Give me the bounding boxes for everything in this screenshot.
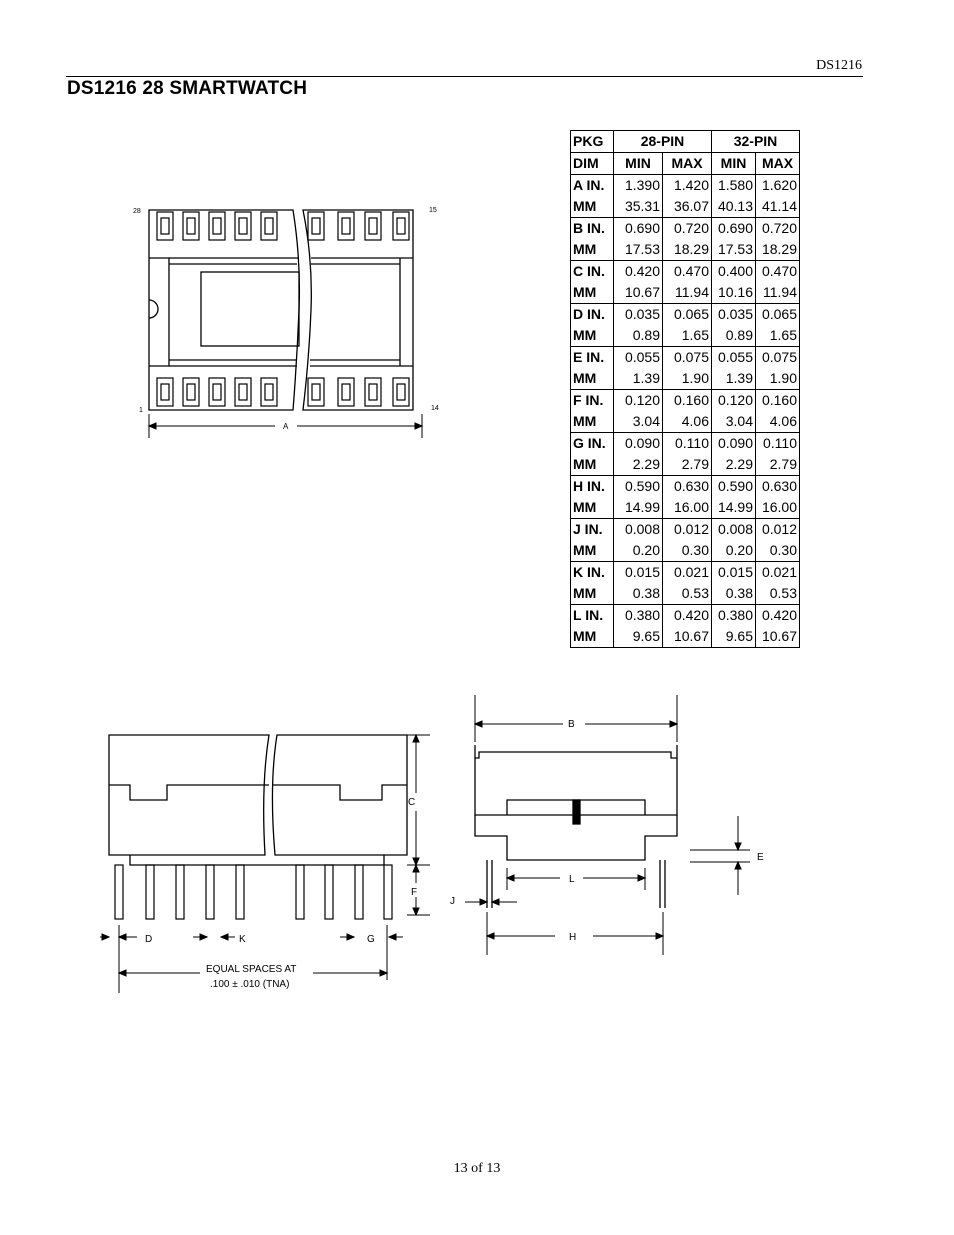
table-cell: 0.075 bbox=[756, 347, 800, 369]
pin-pad-bottom bbox=[157, 378, 173, 406]
table-cell: 1.90 bbox=[663, 368, 712, 390]
table-cell: 0.690 bbox=[614, 218, 663, 240]
pin-pad-bottom bbox=[365, 378, 381, 406]
row-label-mm: MM bbox=[571, 454, 614, 476]
pin-28-label: 28 bbox=[133, 208, 141, 215]
row-label-inches: B IN. bbox=[571, 218, 614, 240]
spacing-note-line-2: .100 ± .010 (TNA) bbox=[210, 979, 290, 990]
table-cell: 10.67 bbox=[663, 626, 712, 648]
pin-pad-inner bbox=[213, 218, 221, 234]
table-cell: 1.90 bbox=[756, 368, 800, 390]
spacing-note-line-1: EQUAL SPACES AT bbox=[206, 964, 297, 975]
table-cell: 0.720 bbox=[663, 218, 712, 240]
table-row bbox=[571, 218, 800, 240]
table-cell: 4.06 bbox=[756, 411, 800, 433]
dim-b-label: B bbox=[568, 719, 575, 730]
table-cell: 0.090 bbox=[614, 433, 663, 455]
pin-pad-inner bbox=[239, 218, 247, 234]
pin-pad-top bbox=[261, 212, 277, 240]
table-cell: 36.07 bbox=[663, 196, 712, 218]
pin-pad-inner bbox=[161, 384, 169, 400]
dim-c-label: C bbox=[408, 797, 416, 808]
table-cell: 41.14 bbox=[756, 196, 800, 218]
top-view-drawing bbox=[125, 200, 445, 440]
row-label-inches: H IN. bbox=[571, 476, 614, 498]
table-cell: 0.055 bbox=[614, 347, 663, 369]
pin-leg bbox=[355, 865, 363, 919]
col-28-pin: 28-PIN bbox=[614, 131, 712, 153]
table-row bbox=[571, 325, 800, 347]
pin-pad-top bbox=[338, 212, 354, 240]
pin-pad-inner bbox=[239, 384, 247, 400]
table-cell: 0.630 bbox=[756, 476, 800, 498]
table-cell: 18.29 bbox=[756, 239, 800, 261]
table-cell: 0.590 bbox=[712, 476, 756, 498]
table-cell: 0.380 bbox=[712, 605, 756, 627]
dim-k-label: K bbox=[239, 934, 246, 945]
pin-pad-bottom bbox=[235, 378, 251, 406]
pin-pad-inner bbox=[397, 384, 405, 400]
pin-leg bbox=[384, 865, 392, 919]
table-cell: 9.65 bbox=[712, 626, 756, 648]
dim-g-label: G bbox=[367, 934, 375, 945]
pin-leg bbox=[296, 865, 304, 919]
table-row bbox=[571, 347, 800, 369]
dim-j-label: J bbox=[450, 896, 455, 907]
pin-pad-inner bbox=[312, 384, 320, 400]
table-row bbox=[571, 175, 800, 197]
row-label-mm: MM bbox=[571, 368, 614, 390]
table-row bbox=[571, 239, 800, 261]
table-cell: 16.00 bbox=[663, 497, 712, 519]
table-cell: 0.20 bbox=[712, 540, 756, 562]
row-label-inches: A IN. bbox=[571, 175, 614, 197]
table-cell: 1.390 bbox=[614, 175, 663, 197]
dimension-table-body bbox=[571, 175, 800, 648]
row-label-mm: MM bbox=[571, 497, 614, 519]
table-cell: 0.420 bbox=[614, 261, 663, 283]
table-cell: 0.055 bbox=[712, 347, 756, 369]
dimension-table bbox=[570, 130, 800, 648]
end-view-drawing bbox=[445, 690, 785, 965]
pin-pad-bottom bbox=[338, 378, 354, 406]
table-cell: 0.30 bbox=[756, 540, 800, 562]
table-cell: 10.16 bbox=[712, 282, 756, 304]
table-cell: 0.38 bbox=[712, 583, 756, 605]
dim-l-label: L bbox=[569, 874, 575, 885]
table-row bbox=[571, 454, 800, 476]
table-cell: 0.470 bbox=[756, 261, 800, 283]
pin-pad-inner bbox=[397, 218, 405, 234]
table-row bbox=[571, 626, 800, 648]
table-cell: 40.13 bbox=[712, 196, 756, 218]
pin-pad-inner bbox=[187, 218, 195, 234]
pin-14-label: 14 bbox=[431, 405, 439, 412]
row-label-inches: F IN. bbox=[571, 390, 614, 412]
table-cell: 0.53 bbox=[756, 583, 800, 605]
document-id: DS1216 bbox=[816, 58, 862, 73]
table-cell: 0.021 bbox=[756, 562, 800, 584]
table-cell: 0.008 bbox=[614, 519, 663, 541]
table-cell: 2.79 bbox=[663, 454, 712, 476]
col-max: MAX bbox=[756, 153, 800, 175]
pin-pad-top bbox=[365, 212, 381, 240]
dim-e-label: E bbox=[757, 852, 764, 863]
pin-pad-bottom bbox=[183, 378, 199, 406]
table-cell: 0.630 bbox=[663, 476, 712, 498]
pin-1-label: 1 bbox=[139, 407, 143, 414]
row-label-mm: MM bbox=[571, 626, 614, 648]
dim-d-label: D bbox=[145, 934, 153, 945]
table-cell: 0.89 bbox=[712, 325, 756, 347]
row-label-inches: J IN. bbox=[571, 519, 614, 541]
table-cell: 0.035 bbox=[614, 304, 663, 326]
table-cell: 1.620 bbox=[756, 175, 800, 197]
table-cell: 17.53 bbox=[712, 239, 756, 261]
table-cell: 1.39 bbox=[614, 368, 663, 390]
table-cell: 0.420 bbox=[663, 605, 712, 627]
table-row bbox=[571, 368, 800, 390]
row-label-mm: MM bbox=[571, 411, 614, 433]
table-cell: 10.67 bbox=[614, 282, 663, 304]
table-row bbox=[571, 390, 800, 412]
pin-leg bbox=[176, 865, 184, 919]
table-cell: 9.65 bbox=[614, 626, 663, 648]
pin-pad-top bbox=[209, 212, 225, 240]
dim-f-label: F bbox=[411, 887, 418, 898]
table-cell: 0.012 bbox=[756, 519, 800, 541]
table-cell: 0.012 bbox=[663, 519, 712, 541]
pin-pad-top bbox=[308, 212, 324, 240]
pin-pad-inner bbox=[369, 218, 377, 234]
table-cell: 3.04 bbox=[712, 411, 756, 433]
pin-pad-bottom bbox=[393, 378, 409, 406]
page-title: DS1216 28 SMARTWATCH bbox=[67, 78, 308, 99]
pin-pad-inner bbox=[342, 384, 350, 400]
pin-pad-top bbox=[235, 212, 251, 240]
row-label-mm: MM bbox=[571, 239, 614, 261]
table-cell: 0.420 bbox=[756, 605, 800, 627]
table-cell: 0.110 bbox=[663, 433, 712, 455]
table-row bbox=[571, 497, 800, 519]
table-cell: 17.53 bbox=[614, 239, 663, 261]
table-cell: 0.590 bbox=[614, 476, 663, 498]
pin-pad-inner bbox=[161, 218, 169, 234]
table-cell: 1.580 bbox=[712, 175, 756, 197]
row-label-inches: L IN. bbox=[571, 605, 614, 627]
table-cell: 0.38 bbox=[614, 583, 663, 605]
col-pkg: PKG bbox=[571, 131, 614, 153]
table-cell: 0.30 bbox=[663, 540, 712, 562]
table-subheader-row bbox=[571, 153, 800, 175]
pin-pad-inner bbox=[342, 218, 350, 234]
table-cell: 0.20 bbox=[614, 540, 663, 562]
table-cell: 0.075 bbox=[663, 347, 712, 369]
pin-leg bbox=[206, 865, 214, 919]
pin-pad-top bbox=[393, 212, 409, 240]
table-cell: 0.015 bbox=[712, 562, 756, 584]
table-cell: 14.99 bbox=[614, 497, 663, 519]
table-row bbox=[571, 562, 800, 584]
table-cell: 16.00 bbox=[756, 497, 800, 519]
pin-pad-inner bbox=[265, 384, 273, 400]
col-dim: DIM bbox=[571, 153, 614, 175]
pin-pad-inner bbox=[213, 384, 221, 400]
side-view-drawing bbox=[85, 725, 445, 1000]
row-label-mm: MM bbox=[571, 282, 614, 304]
row-label-inches: C IN. bbox=[571, 261, 614, 283]
row-label-mm: MM bbox=[571, 583, 614, 605]
table-cell: 0.120 bbox=[614, 390, 663, 412]
table-cell: 0.021 bbox=[663, 562, 712, 584]
table-cell: 0.035 bbox=[712, 304, 756, 326]
table-row bbox=[571, 519, 800, 541]
table-cell: 1.39 bbox=[712, 368, 756, 390]
pin-pad-inner bbox=[312, 218, 320, 234]
dim-h-label: H bbox=[569, 932, 577, 943]
pin-pad-top bbox=[157, 212, 173, 240]
table-cell: 35.31 bbox=[614, 196, 663, 218]
table-cell: 0.470 bbox=[663, 261, 712, 283]
table-row bbox=[571, 261, 800, 283]
pin-pad-inner bbox=[265, 218, 273, 234]
table-cell: 1.65 bbox=[756, 325, 800, 347]
pin-15-label: 15 bbox=[429, 207, 437, 214]
row-label-inches: E IN. bbox=[571, 347, 614, 369]
table-cell: 0.400 bbox=[712, 261, 756, 283]
pin-pad-inner bbox=[369, 384, 377, 400]
table-row bbox=[571, 196, 800, 218]
table-cell: 10.67 bbox=[756, 626, 800, 648]
table-cell: 0.160 bbox=[663, 390, 712, 412]
pin-pad-inner bbox=[187, 384, 195, 400]
col-min: MIN bbox=[614, 153, 663, 175]
pin-leg bbox=[236, 865, 244, 919]
table-row bbox=[571, 583, 800, 605]
col-32-pin: 32-PIN bbox=[712, 131, 800, 153]
pin-leg bbox=[146, 865, 154, 919]
table-cell: 18.29 bbox=[663, 239, 712, 261]
pin-leg bbox=[325, 865, 333, 919]
table-row bbox=[571, 540, 800, 562]
header-rule bbox=[66, 76, 863, 77]
table-cell: 0.720 bbox=[756, 218, 800, 240]
table-cell: 0.120 bbox=[712, 390, 756, 412]
pin-pad-bottom bbox=[308, 378, 324, 406]
table-row bbox=[571, 411, 800, 433]
page-number: 13 of 13 bbox=[453, 1161, 501, 1176]
table-row bbox=[571, 433, 800, 455]
col-max: MAX bbox=[663, 153, 712, 175]
row-label-inches: K IN. bbox=[571, 562, 614, 584]
table-cell: 11.94 bbox=[663, 282, 712, 304]
table-row bbox=[571, 282, 800, 304]
row-label-mm: MM bbox=[571, 325, 614, 347]
table-cell: 0.110 bbox=[756, 433, 800, 455]
table-cell: 1.420 bbox=[663, 175, 712, 197]
table-cell: 0.380 bbox=[614, 605, 663, 627]
table-header-row bbox=[571, 131, 800, 153]
row-label-mm: MM bbox=[571, 196, 614, 218]
pin-pad-bottom bbox=[261, 378, 277, 406]
table-cell: 2.29 bbox=[712, 454, 756, 476]
table-row bbox=[571, 304, 800, 326]
table-cell: 0.015 bbox=[614, 562, 663, 584]
table-cell: 0.008 bbox=[712, 519, 756, 541]
col-min: MIN bbox=[712, 153, 756, 175]
table-cell: 14.99 bbox=[712, 497, 756, 519]
row-label-inches: D IN. bbox=[571, 304, 614, 326]
table-cell: 2.79 bbox=[756, 454, 800, 476]
table-cell: 3.04 bbox=[614, 411, 663, 433]
pin-leg bbox=[115, 865, 123, 919]
row-label-inches: G IN. bbox=[571, 433, 614, 455]
pin-pad-bottom bbox=[209, 378, 225, 406]
table-cell: 11.94 bbox=[756, 282, 800, 304]
table-cell: 0.065 bbox=[756, 304, 800, 326]
table-cell: 0.090 bbox=[712, 433, 756, 455]
row-label-mm: MM bbox=[571, 540, 614, 562]
dim-a-label: A bbox=[283, 422, 289, 431]
table-cell: 4.06 bbox=[663, 411, 712, 433]
table-cell: 1.65 bbox=[663, 325, 712, 347]
table-cell: 0.89 bbox=[614, 325, 663, 347]
table-cell: 0.160 bbox=[756, 390, 800, 412]
table-cell: 0.53 bbox=[663, 583, 712, 605]
table-cell: 0.690 bbox=[712, 218, 756, 240]
table-cell: 0.065 bbox=[663, 304, 712, 326]
pin-pad-top bbox=[183, 212, 199, 240]
table-row bbox=[571, 605, 800, 627]
table-row bbox=[571, 476, 800, 498]
table-cell: 2.29 bbox=[614, 454, 663, 476]
